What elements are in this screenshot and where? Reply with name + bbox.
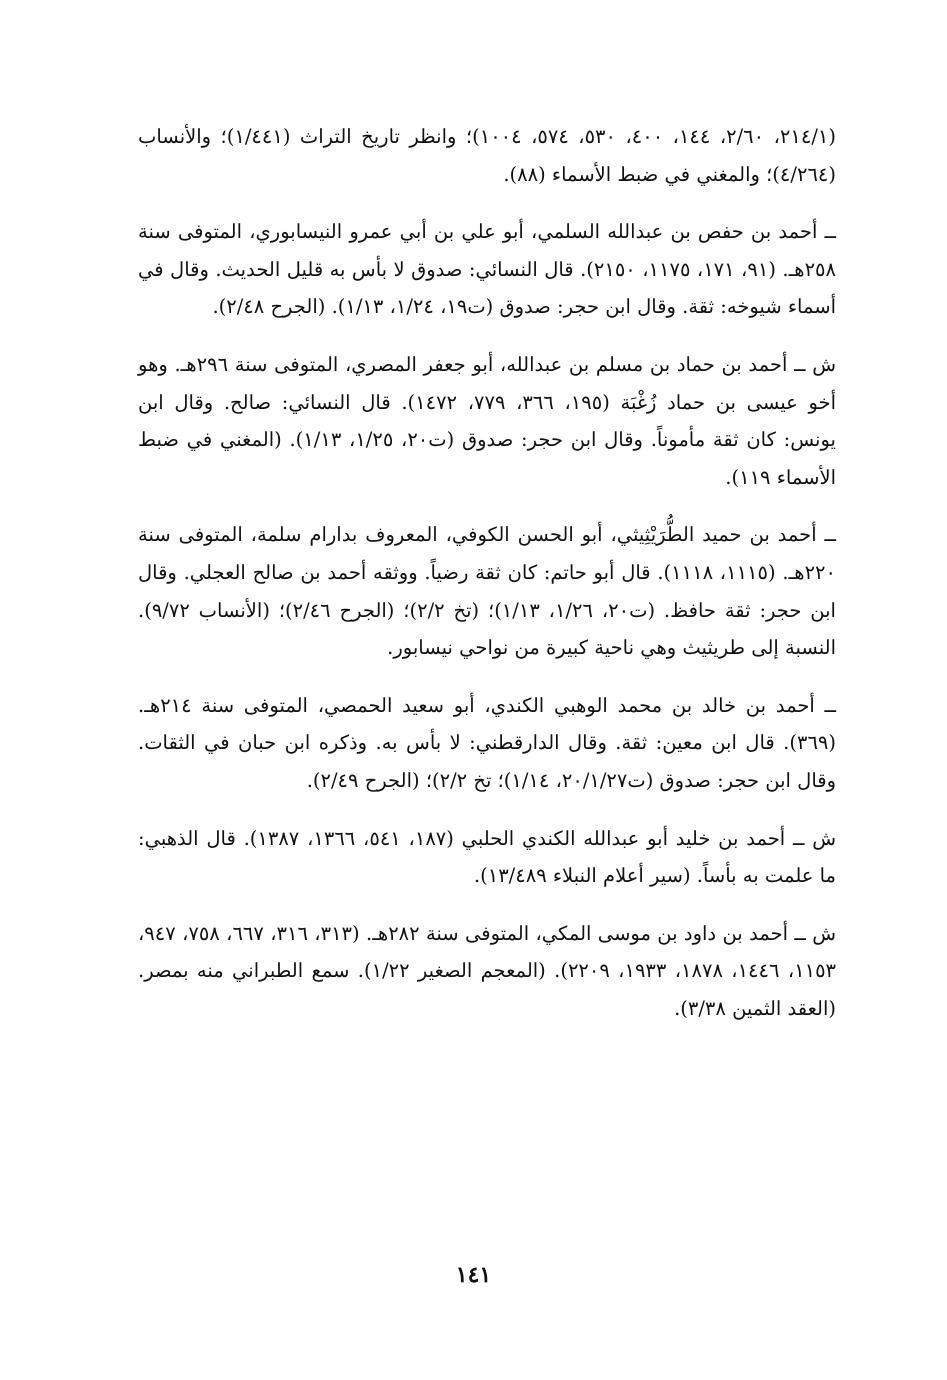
- page-body: [138, 118, 836, 1047]
- paragraph-2: ــ أحمد بن حفص بن عبدالله السلمي، أبو علي بن أبي عمرو النيسابوري، المتوفى سنة ٢٥٨هـ. (٩١، ١٧١، ١١٧٥، ٢١٥٠). قال النسائي: صدوق لا بأس به قليل الحديث. وقال في أسماء شيوخه: ثقة. وقال ابن حجر: صدوق (ت١٩، ١/٢٤، ١/١٣). (الجرح ٢/٤٨).: [138, 220, 836, 319]
- paragraph-3: ش ــ أحمد بن حماد بن مسلم بن عبدالله، أبو جعفر المصري، المتوفى سنة ٢٩٦هـ. وهو أخو عيسى بن حماد زُغْبَة (١٩٥، ٣٦٦، ٧٧٩، ١٤٧٢). قال النسائي: صالح. وقال ابن يونس: كان ثقة مأموناً. وقال ابن حجر: صدوق (ت٢٠، ١/٢٥، ١/١٣). (المغني في ضبط الأسماء ١١٩).: [138, 352, 837, 489]
- paragraph-4: ــ أحمد بن حميد الطُّرَيْثِيثي، أبو الحسن الكوفي، المعروف بدارام سلمة، المتوفى سنة ٢٢٠هـ. (١١١٥، ١١١٨). قال أبو حاتم: كان ثقة رضياً. ووثقه أحمد بن صالح العجلي. وقال ابن حجر: ثقة حافظ. (ت٢٠، ١/٢٦، ١/١٣)؛ (تخ ٢/٢)؛ (الجرح ٢/٤٦)؛ (الأنساب ٩/٧٢). النسبة إلى طريثيث وهي ناحية كبيرة من نواحي نيسابور.: [138, 523, 836, 660]
- paragraph-7: ش ــ أحمد بن داود بن موسى المكي، المتوفى سنة ٢٨٢هـ. (٣١٣، ٣١٦، ٦٦٧، ٧٥٨، ٩٤٧، ١١٥٣، ١٤٤٦، ١٨٧٨، ١٩٣٣، ٢٢٠٩). (المعجم الصغير ١/٢٢). سمع الطبراني منه بمصر. (العقد الثمين ٣/٣٨).: [138, 921, 837, 1020]
- paragraph-1: (٢١٤/١، ٢/٦٠، ١٤٤، ٤٠٠، ٥٣٠، ٥٧٤، ١٠٠٤)؛ وانظر تاريخ التراث (١/٤٤١)؛ والأنساب (٤/٢٦٤)؛ والمغني في ضبط الأسماء (٨٨).: [138, 125, 836, 186]
- paragraph-5: ــ أحمد بن خالد بن محمد الوهبي الكندي، أبو سعيد الحمصي، المتوفى سنة ٢١٤هـ. (٣٦٩). قال ابن معين: ثقة. وقال الدارقطني: لا بأس به. وذكره ابن حبان في الثقات. وقال ابن حجر: صدوق (ت٢٠/١/٢٧، ١/١٤)؛ تخ ٢/٢)؛ (الجرح ٢/٤٩).: [138, 693, 836, 792]
- paragraph-6: ش ــ أحمد بن خليد أبو عبدالله الكندي الحلبي (١٨٧، ٥٤١، ١٣٦٦، ١٣٨٧). قال الذهبي: ما علمت به بأساً. (سير أعلام النبلاء ١٣/٤٨٩).: [138, 826, 836, 888]
- page-number: ١٤١: [455, 1262, 492, 1288]
